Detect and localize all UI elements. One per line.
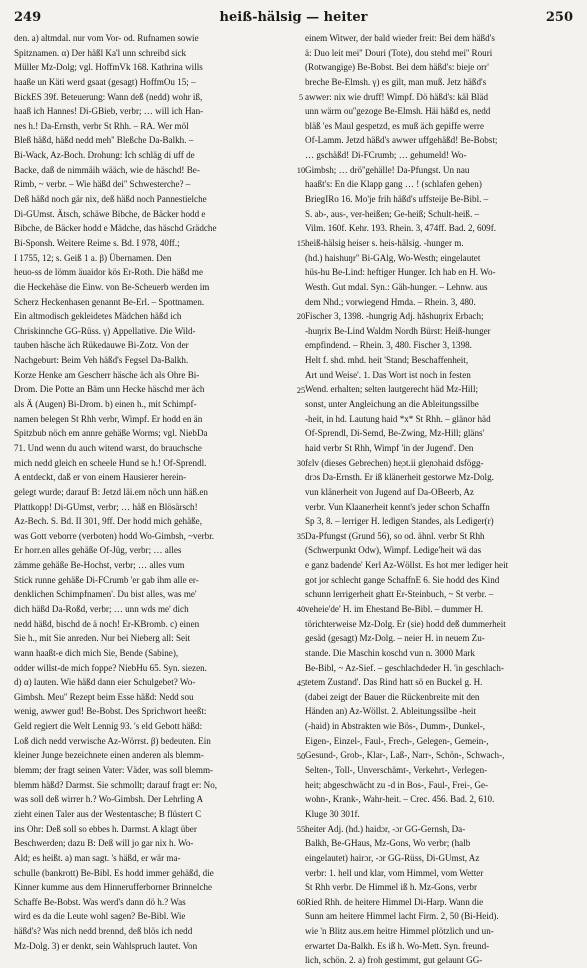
text-line: kleiner Junge bezeichnete einen anderen als blemm- bbox=[14, 750, 204, 761]
text-line: Westh. Gut mdal. Syn.: Gäh-hunger. – Lehnw. aus bbox=[305, 281, 488, 292]
right-column bbox=[305, 31, 573, 968]
text-line: häßd's? Was nich nedd brennd, deß blös ich nedd bbox=[14, 926, 193, 937]
text-line: fɛlv (dieses Gebrechen) he̜ɔt.ii gle̜nɔhaid dsfögg- bbox=[305, 457, 484, 468]
text-line: I 1755, 12; s. Geiß 1 a. β) Übernamen. Den bbox=[14, 252, 172, 263]
text-line: got jor schlecht gange SchaffnE 6. Sie hodd des Kind bbox=[305, 574, 500, 585]
text-line: Schaffe Be-Bobst. Was werd's dann dö h.? Was bbox=[14, 896, 186, 907]
text-line: St Rhh verbr. De Himmel iß h. Mz-Gons, verbr bbox=[305, 882, 477, 893]
text-line: stande. Die Maschin koschd vun n. 3000 Mark bbox=[305, 647, 475, 658]
text-line: BriegIRo 16. Mo'je frih häßd's uffsteije Be-Bibl. – bbox=[305, 194, 489, 205]
text-line: Rimb, ~ verbr. – Wie häßd dei'' Schwesterche? – bbox=[14, 179, 191, 190]
text-line: A entdeckt, daß er von einem Hausierer herein- bbox=[14, 472, 187, 483]
text-columns bbox=[14, 31, 573, 968]
text-line: e ganz badende' Kerl Az-Wöllst. Es hot mer lediger heit bbox=[305, 560, 509, 571]
margin-line-number: 45 bbox=[296, 677, 306, 688]
text-line: blemm; der fragt seinen Vater: Väder, was soll blemm- bbox=[14, 765, 214, 776]
text-line: Fischer 3, 1398. -hungrig Adj. hǎshuŋrix Erbach; bbox=[305, 311, 484, 322]
text-line: Az-Bech. S. Bd. II 301, 9ff. Der hodd mich gehäße, bbox=[14, 516, 202, 527]
text-line: odder willst-de mich foppe? NiebHu 65. Syn. siezen. bbox=[14, 662, 207, 673]
text-line: eingelautet) hairɔr, -ɔr GG-Rüss, Di-GUmst, Az bbox=[305, 852, 480, 863]
text-line: veheie'de' H. im Ehestand Be-Bibl. – dummer H. bbox=[305, 603, 484, 614]
margin-line-number: 25 bbox=[296, 384, 306, 395]
text-line: heuo-ss de lömm äuaidor kös Er-Roth. Die häßd me bbox=[14, 267, 203, 278]
text-line: die Heckehäse die Einw. von Be-Scheuerb werden im bbox=[14, 281, 210, 292]
text-line: heit; abgeschwächt zu -d in Bos-, Faul-, Frei-, Ge- bbox=[305, 779, 489, 790]
text-line: Sp 3, 8. – lerriger H. ledigen Standes, als Lediger(r) bbox=[305, 516, 494, 527]
text-line: verbr. Vun Klaanerheit kennt's jeder schon Schaffn bbox=[305, 501, 490, 512]
text-line: Gimbsh. Meu'' Rezept beim Esse häßd: Nedd sou bbox=[14, 691, 194, 702]
text-line: Of-Lamm. Jetzd häßd's awwer uffgehäßd! Be-Bobst; bbox=[305, 135, 498, 146]
text-line: awwer: nix wie druff! Wimpf. Dö häßd's: käl Bläd bbox=[305, 91, 489, 102]
margin-line-number: 15 bbox=[296, 238, 306, 249]
margin-line-number: 20 bbox=[296, 311, 306, 322]
text-line: Be-Bibl, ~ Az-Sief. – geschlachdeder H. 'in geschlach- bbox=[305, 662, 504, 673]
text-line: heiß-hälsig heiser s. heis-hälsig. -hunger m. bbox=[305, 237, 464, 248]
text-line: Loß dich nedd verwische Az-Wörrst. β) bedeuten. Ein bbox=[14, 735, 211, 746]
text-line: haid verbr St Rhh, Wimpf 'in der Jugend'. Den bbox=[305, 442, 474, 453]
text-line: Wend. erhalten; selten lautgerecht häd Mz-Hill; bbox=[305, 384, 478, 395]
page-header bbox=[14, 10, 573, 25]
text-line: mich nedd gleich en scheele Hund se h.! Of-Sprendl. bbox=[14, 457, 207, 468]
text-line: Backe, daß de nimmäih wääch, wie de häschd! Be- bbox=[14, 164, 200, 175]
text-line: Of-Sprendl, Di-Semd, Be-Zwing, Mz-Hill; gläns' bbox=[305, 428, 485, 439]
text-line: haaß ich Hannes! Di-GBieb, verbr; … will ich Han- bbox=[14, 106, 204, 117]
text-line: Ried Rhh. de heitere Himmel Di-Harp. Wann die bbox=[305, 896, 484, 907]
text-line: heiter Adj. (hd.) haidɔr, -ɔr GG-Gernsh, Da- bbox=[305, 823, 466, 834]
text-line: Chriskinnche GG-Rüss. γ) Appellative. Die Wild- bbox=[14, 325, 196, 336]
text-line: Spitznamen. α) Der häßl Ka'l unn schreibd sick bbox=[14, 47, 187, 58]
text-line: tauben häsche äch Rükedauwe Bi-Zotz. Von der bbox=[14, 340, 189, 351]
text-line: ä: Duo leit mei'' Douri (Tote), dou stehd mei'' Rouri bbox=[305, 47, 493, 58]
text-line: Ald; es heißt. a) man sagt. 's häßd, er wär ma- bbox=[14, 852, 181, 863]
margin-line-number: 35 bbox=[296, 531, 306, 542]
text-line: -huŋrix Be-Lind Waldm Nordh Bürst: Heiß-hunger bbox=[305, 325, 491, 336]
text-line: törichterweise Mz-Dolg. Er (sie) hodd deß dummerheit bbox=[305, 618, 506, 629]
margin-line-number: 10 bbox=[296, 164, 306, 175]
text-line: dich häßd Da-Roßd, verbr; … unn wds me' dich bbox=[14, 603, 189, 614]
text-line: Mz-Dolg. 3) er denkt, sein Wahlspruch lautet. Von bbox=[14, 940, 198, 951]
text-line: Bibche, de Bäcker hodd e Mädche, das häschd Grädche bbox=[14, 223, 217, 234]
text-line: wie 'n Blitz aus.em heitre Himmel plötzlich und un- bbox=[305, 926, 494, 937]
right-page-number: 250 bbox=[545, 10, 573, 25]
text-line: namen belegen St Rhh verbr, Wimpf. Er hodd en än bbox=[14, 413, 203, 424]
text-line: (-haid) in Abstrakten wie Bös-, Dumm-, Dunkel-, bbox=[305, 721, 486, 732]
text-line: 71. Und wenn du auch witend warst, do brauchsche bbox=[14, 442, 202, 453]
text-line: wird es da die Leute wohl sagen? Be-Bibl. Wie bbox=[14, 911, 186, 922]
text-line: unn wärm ou''gezoge Be-Elmsh. Häi häßd es, nedd bbox=[305, 106, 491, 117]
text-line: einem Witwer, der bald wieder freit: Bei dem häßd's bbox=[305, 33, 495, 43]
text-line: als Ä (Augen) Bi-Drom. b) einen h., mit Schimpf- bbox=[14, 399, 197, 410]
text-line: (Schwerpunkt Odw), Wimpf. Ledige'heit wä das bbox=[305, 545, 482, 556]
text-line: dem Nhd.; vorwiegend Hmda. – Rhein. 3, 480. bbox=[305, 296, 476, 307]
text-line: gesäd (gesagt) Mz-Dolg. – neier H. in neuem Zu- bbox=[305, 633, 485, 644]
margin-line-number: 50 bbox=[296, 750, 306, 761]
text-line: was soll deß wirrer h.? Wo-Gimbsh. Der Lehrling A bbox=[14, 794, 204, 805]
text-line: Ein altmodisch gekleidetes Mädchen häßd ich bbox=[14, 311, 182, 322]
text-line: bläß 'es Maul gespetzd, es muß äch gepiffe werre bbox=[305, 120, 484, 131]
text-line: Bleß häßd, häßd nedd meh'' Bleßche Da-Balkh. – bbox=[14, 135, 194, 146]
text-line: Scherz Heckenhasen genannt Be-Erl. – Spottnamen. bbox=[14, 296, 205, 307]
text-line: sonst, unter Angleichung an die Ableitungssilbe bbox=[305, 399, 479, 410]
text-line: Di-GUmst. Ätsch, schäwe Bibche, de Bäcker hodd e bbox=[14, 208, 206, 219]
text-line: was Gott veborre (verboten) hodd Wo-Gimbsh, ~verbr. bbox=[14, 530, 214, 541]
text-line: Balkh, Be-GHaus, Mz-Gons, Wo verbr; (halb bbox=[305, 838, 471, 849]
text-line: Müller Mz-Dolg; vgl. HoffmVk 168. Kathrina wills bbox=[14, 62, 203, 73]
text-line: wann haaßt-e dich mich Sie, Bende (Sabine), bbox=[14, 647, 179, 658]
text-line: Sie h., mit Sie anreden. Nur bei Nieberg all: Seit bbox=[14, 633, 191, 644]
margin-line-number: 5 bbox=[298, 91, 304, 102]
text-line: Kluge 30 301f. bbox=[305, 808, 360, 819]
text-line: ins Ohr: Deß soll so ebbes h. Darmst. A klagt über bbox=[14, 823, 197, 834]
margin-line-number: 30 bbox=[296, 457, 306, 468]
text-line: Plattkopp! Di-GUmst, verbr; … häß en Blösärsch! bbox=[14, 501, 198, 512]
text-line: Helt f. shd. mhd. heit 'Stand; Beschaffenheit, bbox=[305, 355, 469, 366]
text-line: Händen an) Az-Wöllst. 2. Ableitungssilbe -heit bbox=[305, 706, 476, 717]
text-line: Bi-Sponsh. Weitere Reime s. Bd. I 978, 40ff.; bbox=[14, 237, 180, 248]
text-line: nedd häßd, bischd de ä noch! Er-KBromb. c) einen bbox=[14, 618, 200, 629]
text-line: (dabei zeigt der Bauer die Rückenbreite mit den bbox=[305, 691, 480, 702]
text-line: blemm häßd? Darmst. Sie schmollt; darauf fragt er: No, bbox=[14, 779, 218, 790]
text-line: Geld regiert die Welt Lennig 93. 's eld Gebott häßd: bbox=[14, 721, 203, 732]
text-line: Vilm. 160f. Kehr. 193. Rhein. 3, 474ff. Bad. 2, 609f. bbox=[305, 223, 496, 234]
text-line: gelegt wurde; darauf B: Jetzd läi.em nöch unn häß.en bbox=[14, 486, 208, 497]
margin-line-number: 40 bbox=[296, 604, 306, 615]
text-line: BickES 39f. Beteuerung: Wann deß (nedd) wohr iß, bbox=[14, 91, 203, 102]
text-line: verbr: 1. hell und klar, vom Himmel, vom Wetter bbox=[305, 867, 484, 878]
text-line: Gesund-, Grob-, Klar-, Laß-, Narr-, Schön-, Schwach-, bbox=[305, 750, 505, 761]
text-line: Selten-, Toll-, Unverschämt-, Verkehrt-, Verlegen- bbox=[305, 765, 488, 776]
left-column bbox=[14, 31, 282, 968]
text-line: schunn lerrigerheit ghatt Er-Steinbuch, ~ St verbr. – bbox=[305, 589, 494, 600]
text-line: (hd.) haishuŋr'' Bi-GAlg, Wo-Westh; eingelautet bbox=[305, 252, 481, 263]
text-line: (Rotwangige) Be-Bobst. Bei dem häßd's: bieje orr' bbox=[305, 62, 489, 73]
text-line: Kinner kumme aus dem Hinnerufferborner Brinnelche bbox=[14, 882, 213, 893]
text-line: empfindend. – Rhein. 3, 480. Fischer 3, 1398. bbox=[305, 340, 472, 351]
text-line: Beschwerden; dazu B: Deß will jo gar nix h. Wo- bbox=[14, 838, 194, 849]
text-line: haaßt's: En die Klapp gang … ! (schlafen gehen) bbox=[305, 179, 482, 190]
text-line: nes h.! Da-Ernsth, verbr St Rhh. – RA. Wer möl bbox=[14, 120, 189, 131]
text-line: wenig, awwer gud! Be-Bobst. Des Sprichwort heeßt: bbox=[14, 706, 207, 717]
text-line: haaße un Käti werd gsaat (gesagt) HoffmOu 15; – bbox=[14, 76, 196, 87]
text-line: vun klänerheit von Jugend auf Da-OBeerb, Az bbox=[305, 486, 474, 497]
text-line: Er horr.en alles gehäße Of-Jüg, verbr; … alles bbox=[14, 545, 182, 556]
text-line: Da-Pfungst (Grund 56), so od. ähnl. verbr St Rhh bbox=[305, 530, 485, 541]
text-line: Sunn am heitere Himmel lacht Firm. 2, 50 (Bi-Heid). bbox=[305, 911, 499, 922]
text-line: erwartet Da-Balkh. Es iß h. Wo-Mett. Syn. freund- bbox=[305, 940, 490, 951]
text-line: Spitzbub nöch em annre gehäße Worms; vgl. NiebDa bbox=[14, 428, 208, 439]
left-page-number: 249 bbox=[14, 10, 42, 25]
text-line: -heit, in hd. Lautung haid *x* St Rhh. – glänor häd bbox=[305, 413, 491, 424]
text-line: Eigen-, Einzel-, Faul-, Frech-, Gelegen-, Gemein-, bbox=[305, 735, 489, 746]
text-line: Art und Weise'. 1. Das Wort ist noch in festen bbox=[305, 369, 471, 380]
text-line: Bi-Wack, Az-Boch. Drohung: Ich schläg di uff de bbox=[14, 150, 195, 161]
text-line: tetem Zustand'. Das Rind hatt sö en Buckel g. H. bbox=[305, 677, 483, 688]
page-running-title: heiß-hälsig — heiter bbox=[219, 10, 368, 25]
text-line: Korze Henke am Gescherr häsche äch als Ohre Bi- bbox=[14, 369, 200, 380]
text-line: lich, schön. 2. a) froh gestimmt, gut gelaunt GG- bbox=[305, 955, 483, 966]
text-line: Deß häßd noch gär nix, deß häßd noch Pannestielche bbox=[14, 194, 207, 205]
margin-line-number: 60 bbox=[296, 897, 306, 908]
text-line: Drom. Die Potte an Bäm unn Hecke häschd mer äch bbox=[14, 384, 205, 395]
text-line: zieht einen Taler aus der Westentasche; B flüstert C bbox=[14, 808, 202, 819]
text-line: Nachgeburt: Beim Veh häßd's Fegsel Da-Balkh. bbox=[14, 355, 189, 366]
text-line: … gschäßd! Di-FCrumb; … gehumeld! Wo- bbox=[305, 150, 467, 161]
text-line: Stick runne gehäße Di-FCrumb 'er gab ihm alle er- bbox=[14, 574, 199, 585]
text-line: S. ab-, aus-, ver-heißen; Ge-heiß; Schult-heiß. – bbox=[305, 208, 480, 219]
text-line: wohn-, Krank-, Wahr-heit. – Crec. 456. Bad. 2, 610. bbox=[305, 794, 495, 805]
text-line: Gimbsh; … drö''gehälle! Da-Pfungst. Un nau bbox=[305, 164, 470, 175]
text-line: schulle (bankrott) Be-Bibl. Es hodd immer gehäßd, die bbox=[14, 867, 214, 878]
text-line: denklichen Schimpfnamen'. Du bist alles, was me' bbox=[14, 589, 197, 600]
margin-line-number: 55 bbox=[296, 824, 306, 835]
text-line: den. a) altmdal. nur vom Vor- od. Rufnamen sowie bbox=[14, 33, 199, 43]
text-line: zämme gehäße Be-Hochst, verbr; … alles vum bbox=[14, 560, 185, 571]
text-line: breche Be-Elmsh. γ) es gilt, man muß. Jetz häßd's bbox=[305, 76, 487, 87]
text-line: hüs-hu Be-Lind: heftiger Hunger. Ich hab en H. Wo- bbox=[305, 267, 496, 278]
text-line: d) α) lauten. Wie häßd dann eier Schulgebet? Wo- bbox=[14, 677, 196, 688]
text-line: drɔs Da-Ernsth. Er iß klänerheit gestorwe Mz-Dolg. bbox=[305, 472, 494, 483]
